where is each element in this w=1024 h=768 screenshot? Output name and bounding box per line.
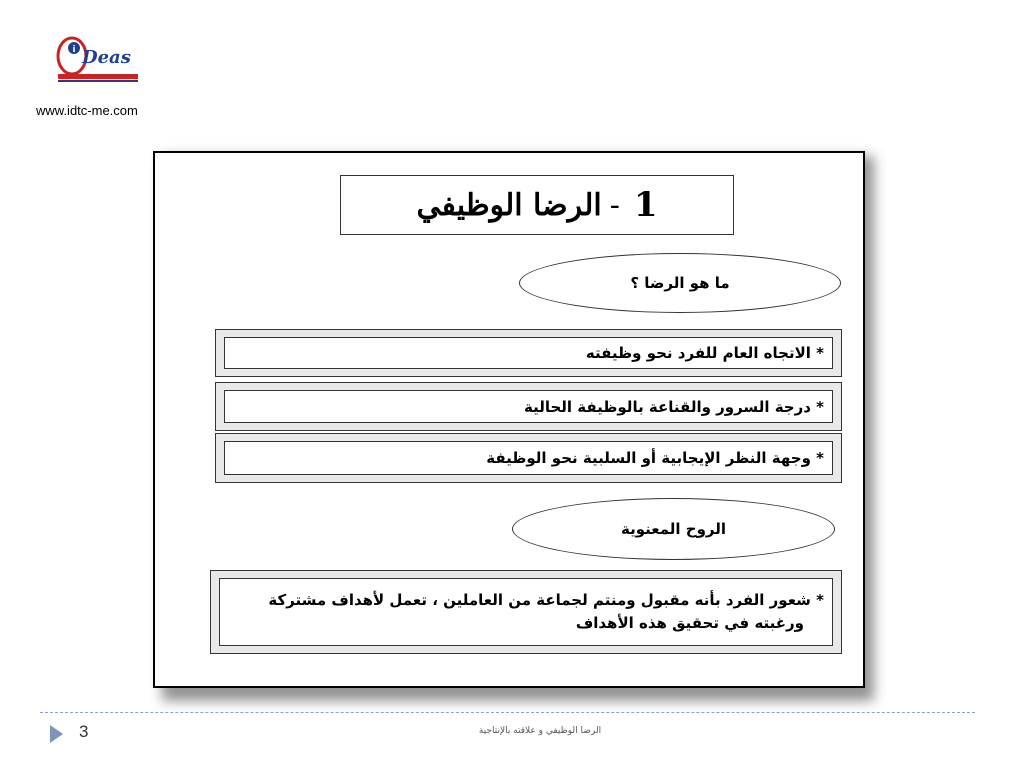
slide-content (153, 151, 865, 688)
morale-line-2: ورغبته في تحقيق هذه الأهداف (575, 614, 804, 632)
question-satisfaction-label: ما هو الرضا ؟ (630, 274, 730, 292)
svg-text:Deas: Deas (82, 47, 131, 68)
title-number: 1 (633, 185, 658, 225)
definition-item (215, 329, 842, 377)
morale-definition (210, 570, 842, 654)
definition-item-text: * وجهة النظر الإيجابية أو السلبية نحو الوظيفة (486, 449, 824, 467)
svg-text:i: i (72, 45, 76, 55)
question-morale (512, 498, 835, 560)
definition-item-text: * الاتجاه العام للفرد نحو وظيفته (585, 344, 824, 362)
slide-title (340, 175, 734, 235)
page-number: 3 (79, 722, 89, 741)
title-text: الرضا الوظيفي (416, 187, 602, 223)
question-satisfaction (519, 253, 841, 313)
definition-item (215, 433, 842, 483)
definition-item-text: * درجة السرور والقناعة بالوظيفة الحالية (523, 397, 824, 416)
ideas-logo (52, 30, 142, 92)
footer-divider (40, 712, 975, 713)
footer-caption: الرضا الوظيفي و علاقته بالإنتاجية (478, 726, 602, 736)
website-url[interactable]: www.idtc-me.com (36, 103, 138, 118)
question-morale-label: الروح المعنوية (621, 520, 727, 538)
play-arrow-icon (50, 725, 63, 743)
morale-line-1: * شعور الفرد بأنه مقبول ومنتم لجماعة من العاملين ، تعمل لأهداف مشتركة (268, 591, 824, 609)
title-dash: - (609, 187, 620, 223)
definition-item (215, 382, 842, 431)
